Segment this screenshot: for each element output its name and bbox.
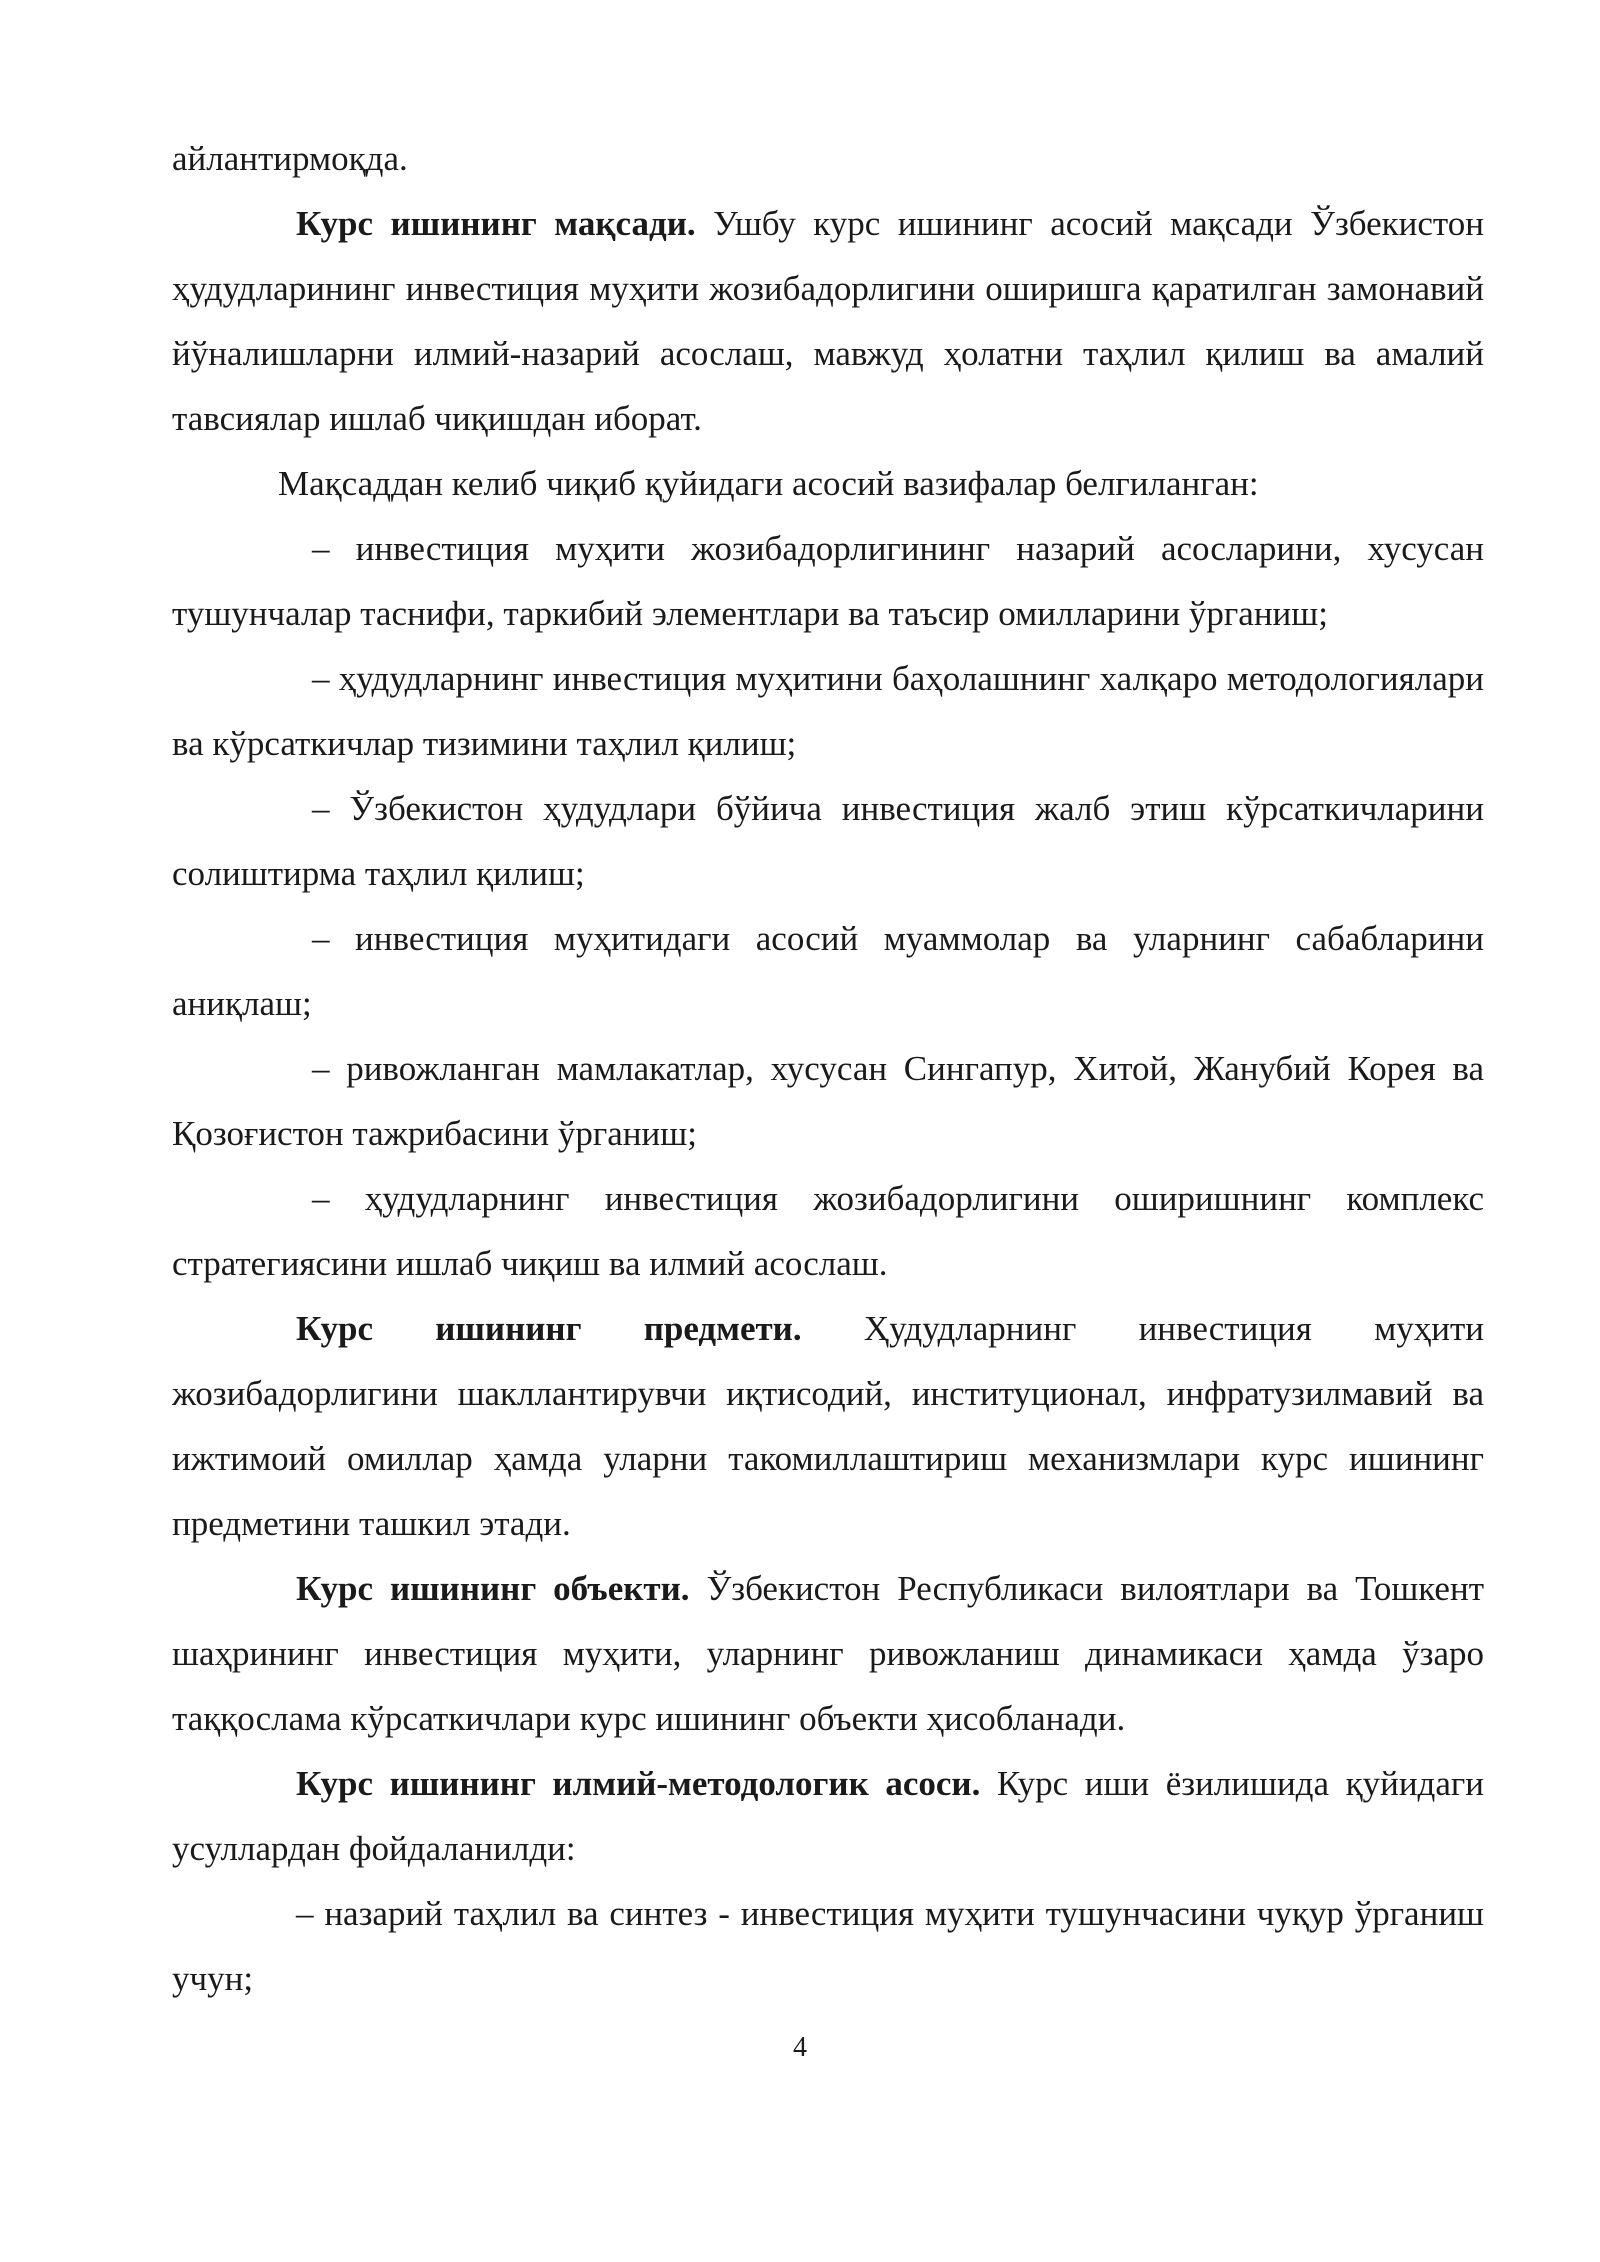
task-text: инвестиция муҳити жозибадорлигининг назарий асосларини, хусусан тушунчалар таснифи, таркибий элементлари ва таъсир омилларини ўрганиш; (172, 529, 1484, 633)
course-subject-text: Ҳудудларнинг инвестиция муҳити жозибадорлигини шакллантирувчи иқтисодий, институционал, инфратузилмавий ва ижтимоий омиллар ҳамда уларни такомиллаштириш механизмлари курс ишининг предметини ташкил этади. (172, 1309, 1484, 1543)
list-item-task (172, 1036, 1484, 1166)
method-text: назарий таҳлил ва синтез - инвестиция муҳити тушунчасини чуқур ўрганиш учун; (172, 1894, 1484, 1998)
paragraph-course-goal (172, 191, 1484, 451)
heading-course-object: Курс ишининг объекти. (296, 1569, 690, 1608)
list-item-task (172, 1166, 1484, 1296)
dash-bullet: – (296, 1894, 314, 1933)
dash-bullet: – (312, 1179, 330, 1218)
methodology-text: Курс иши ёзилишида қуйидаги усуллардан фойдаланилди: (172, 1764, 1484, 1868)
dash-bullet: – (312, 1049, 330, 1088)
list-item-task (172, 776, 1484, 906)
heading-course-subject: Курс ишининг предмети. (296, 1309, 802, 1348)
paragraph-course-object (172, 1556, 1484, 1751)
list-item-method (172, 1881, 1484, 2011)
paragraph-methodology (172, 1751, 1484, 1881)
page-number: 4 (793, 2032, 807, 2063)
paragraph-tasks-intro: Мақсаддан келиб чиқиб қуйидаги асосий вазифалар белгиланган: (278, 464, 1259, 503)
course-object-text: Ўзбекистон Республикаси вилоятлари ва Тошкент шаҳрининг инвестиция муҳити, уларнинг ривожланиш динамикаси ҳамда ўзаро таққослама кўрсаткичлари курс ишининг объекти ҳисобланади. (172, 1569, 1484, 1738)
paragraph-continuation: айлантирмоқда. (172, 139, 408, 178)
dash-bullet: – (312, 789, 330, 828)
document-page (172, 126, 1484, 2011)
list-item-task (172, 906, 1484, 1036)
task-text: Ўзбекистон ҳудудлари бўйича инвестиция жалб этиш кўрсаткичларини солиштирма таҳлил қилиш; (172, 789, 1484, 893)
heading-course-goal: Курс ишининг мақсади. (296, 204, 696, 243)
task-text: ҳудудларнинг инвестиция муҳитини баҳолашнинг халқаро методологиялари ва кўрсаткичлар тизимини таҳлил қилиш; (172, 659, 1484, 763)
task-text: ривожланган мамлакатлар, хусусан Сингапур, Хитой, Жанубий Корея ва Қозоғистон тажрибасини ўрганиш; (172, 1049, 1484, 1153)
paragraph-course-subject (172, 1296, 1484, 1556)
dash-bullet: – (312, 659, 330, 698)
dash-bullet: – (312, 919, 330, 958)
task-text: ҳудудларнинг инвестиция жозибадорлигини оширишнинг комплекс стратегиясини ишлаб чиқиш ва илмий асослаш. (172, 1179, 1484, 1283)
list-item-task (172, 646, 1484, 776)
course-goal-text: Ушбу курс ишининг асосий мақсади Ўзбекистон ҳудудларининг инвестиция муҳити жозибадорлигини оширишга қаратилган замонавий йўналишларни илмий-назарий асослаш, мавжуд ҳолатни таҳлил қилиш ва амалий тавсиялар ишлаб чиқишдан иборат. (172, 204, 1484, 438)
task-text: инвестиция муҳитидаги асосий муаммолар ва уларнинг сабабларини аниқлаш; (172, 919, 1484, 1023)
list-item-task (172, 516, 1484, 646)
heading-methodology: Курс ишининг илмий-методологик асоси. (296, 1764, 981, 1803)
dash-bullet: – (312, 529, 330, 568)
